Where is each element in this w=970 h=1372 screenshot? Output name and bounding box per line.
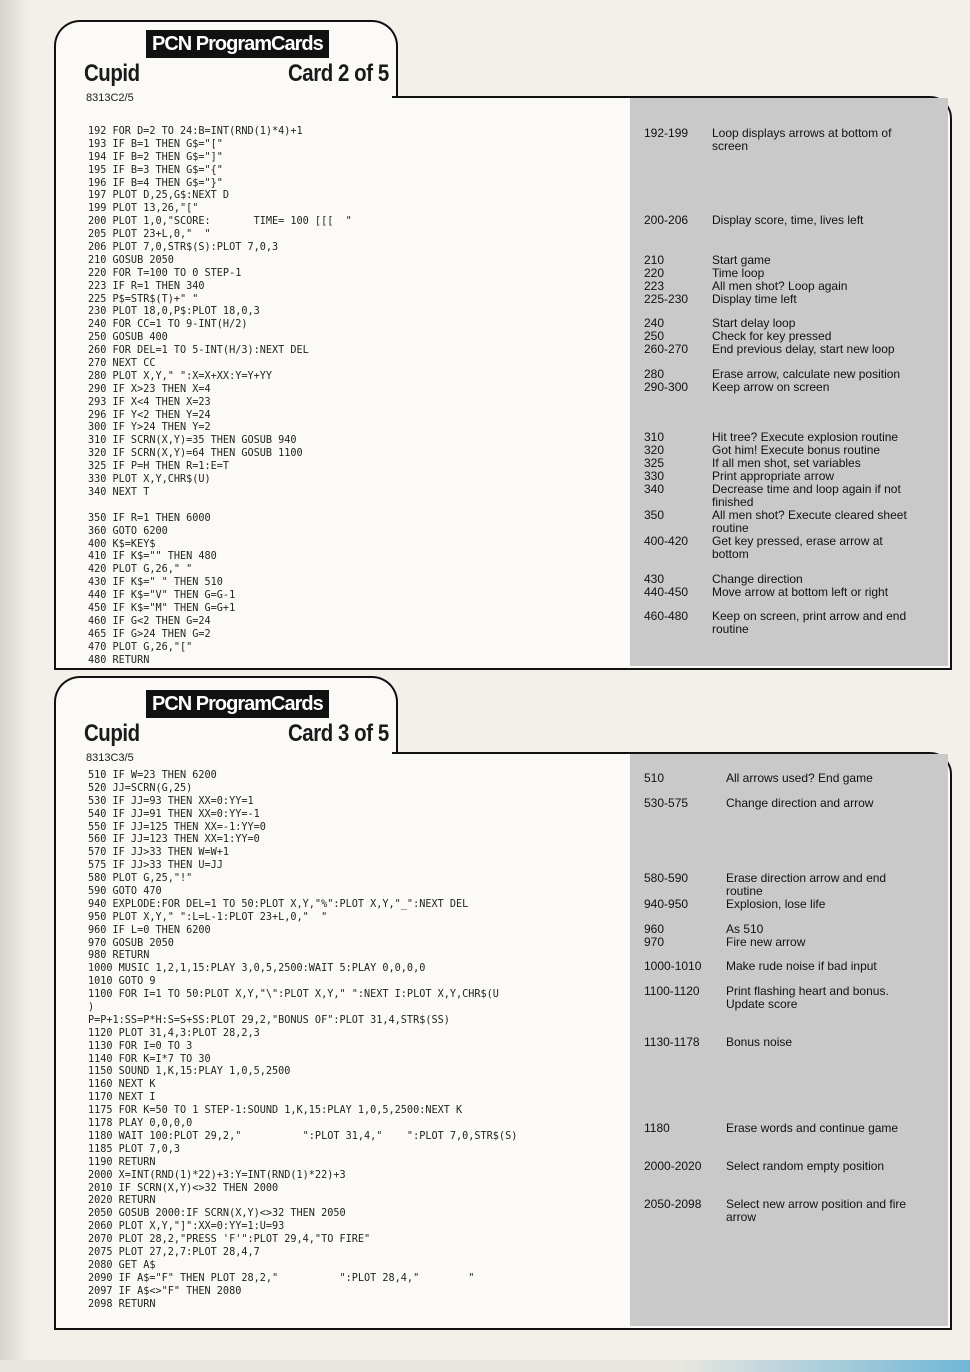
code-line: 440 IF K$="V" THEN G=G-1 [88,590,236,602]
program-card-2 [54,20,952,668]
note-description: Move arrow at bottom left or right [712,585,889,599]
code-line: 1178 PLAY 0,0,0,0 [88,1118,193,1130]
note-line-range: 210 [644,253,665,267]
code-line: 540 IF JJ=91 THEN XX=0:YY=-1 [88,808,260,820]
code-line: 520 JJ=SCRN(G,25) [88,782,193,794]
code-line: 580 PLOT G,25,"!" [88,873,193,885]
note-line-range: 220 [644,266,665,280]
pcn-logo: PCN ProgramCards [146,30,329,58]
code-line: 530 IF JJ=93 THEN XX=0:YY=1 [88,795,254,807]
note-description: Keep arrow on screen [712,380,830,394]
note-description: Make rude noise if bad input [726,959,877,973]
note-description: Erase direction arrow and end routine [726,871,887,898]
code-line: 2000 X=INT(RND(1)*22)+3:Y=INT(RND(1)*22)+3 [88,1169,346,1181]
note-line-range: 970 [644,935,665,949]
code-line: 2090 IF A$="F" THEN PLOT 28,2," ":PLOT 28,4," " [88,1272,475,1284]
code-line: 196 IF B=4 THEN G$="}" [88,177,223,189]
code-line: 210 GOSUB 2050 [88,254,174,266]
program-card-3 [54,676,952,1328]
code-line: 2075 PLOT 27,2,7:PLOT 28,4,7 [88,1246,260,1258]
code-line: ) [88,1002,95,1014]
note-line-range: 340 [644,482,665,496]
note-description: Start delay loop [712,316,796,330]
code-line: 293 IF X<4 THEN X=23 [88,396,211,408]
code-line: 1010 GOTO 9 [88,976,156,988]
code-line: 320 IF SCRN(X,Y)=64 THEN GOSUB 1100 [88,448,303,460]
code-listing [88,770,517,1311]
code-line: 220 FOR T=100 TO 0 STEP-1 [88,267,242,279]
note-line-range: 2000-2020 [644,1159,702,1173]
code-line: 2060 PLOT X,Y,"]":XX=0:YY=1:U=93 [88,1221,285,1233]
page-binding-shadow [0,0,30,1372]
code-line: 940 EXPLODE:FOR DEL=1 TO 50:PLOT X,Y,"%":PLOT X,Y,"_":NEXT DEL [88,898,469,910]
note-line-range: 223 [644,279,665,293]
note-line-range: 330 [644,469,665,483]
note-description: Check for key pressed [712,329,832,343]
code-line: 1000 MUSIC 1,2,1,15:PLAY 3,0,5,2500:WAIT 5:PLAY 0,0,0,0 [88,963,426,975]
note-line-range: 192-199 [644,126,689,140]
code-line: 340 NEXT T [88,486,150,498]
note-line-range: 320 [644,443,665,457]
code-line: 1120 PLOT 31,4,3:PLOT 28,2,3 [88,1027,260,1039]
code-line: 260 FOR DEL=1 TO 5-INT(H/3):NEXT DEL [88,345,309,357]
code-line: 2098 RETURN [88,1298,156,1310]
note-line-range: 1180 [644,1121,670,1135]
code-line: 250 GOSUB 400 [88,332,168,344]
code-line: P=P+1:SS=P*H:S=S+SS:PLOT 29,2,"BONUS OF":PLOT 31,4,STR$(SS) [88,1014,450,1026]
note-line-range: 2050-2098 [644,1197,702,1211]
code-line: 200 PLOT 1,0,"SCORE: TIME= 100 [[[ " [88,216,352,228]
code-line: 1160 NEXT K [88,1079,156,1091]
program-name: Cupid [84,720,140,747]
code-line: 1170 NEXT I [88,1092,156,1104]
card-number: Card 3 of 5 [288,720,389,747]
note-description: Select random empty position [726,1159,885,1173]
code-line: 2010 IF SCRN(X,Y)<>32 THEN 2000 [88,1182,279,1194]
code-line: 1190 RETURN [88,1156,156,1168]
code-line: 1175 FOR K=50 TO 1 STEP-1:SOUND 1,K,15:PLAY 1,0,5,2500:NEXT K [88,1105,463,1117]
code-line: 290 IF X>23 THEN X=4 [88,383,211,395]
pcn-logo: PCN ProgramCards [146,690,329,718]
code-line: 2080 GET A$ [88,1259,156,1271]
note-description: Start game [712,253,771,267]
note-line-range: 510 [644,771,665,785]
code-line: 223 IF R=1 THEN 340 [88,280,205,292]
note-description: Bonus noise [726,1035,793,1049]
note-description: All arrows used? End game [726,771,873,785]
note-description: Fire new arrow [726,935,806,949]
note-line-range: 960 [644,922,665,936]
note-description: All men shot? Execute cleared sheet routine [712,508,907,535]
note-line-range: 1100-1120 [644,984,700,998]
note-line-range: 200-206 [644,213,689,227]
note-line-range: 240 [644,316,665,330]
note-description: Hit tree? Execute explosion routine [712,430,899,444]
note-line-range: 350 [644,508,665,522]
note-description: Got him! Execute bonus routine [712,443,881,457]
code-line: 199 PLOT 13,26,"[" [88,203,199,215]
code-line: 950 PLOT X,Y," ":L=L-1:PLOT 23+L,0," " [88,911,328,923]
code-line: 197 PLOT D,25,G$:NEXT D [88,190,230,202]
note-description: Explosion, lose life [726,897,826,911]
code-line: 980 RETURN [88,950,150,962]
note-line-range: 260-270 [644,342,689,356]
code-line: 1100 FOR I=1 TO 50:PLOT X,Y,"\":PLOT X,Y," ":NEXT I:PLOT X,Y,CHR$(U [88,989,499,1001]
code-line: 420 PLOT G,26," " [88,564,193,576]
note-description: As 510 [726,922,764,936]
code-line: 560 IF JJ=123 THEN XX=1:YY=0 [88,834,260,846]
code-line: 465 IF G>24 THEN G=2 [88,628,211,640]
page-bottom-edge [0,1360,970,1372]
code-line: 2050 GOSUB 2000:IF SCRN(X,Y)<>32 THEN 2050 [88,1208,346,1220]
code-line: 2097 IF A$<>"F" THEN 2080 [88,1285,242,1297]
code-line: 2070 PLOT 28,2,"PRESS 'F'":PLOT 29,4,"TO FIRE" [88,1234,371,1246]
note-line-range: 310 [644,430,665,444]
note-description: Decrease time and loop again if not finished [712,482,901,509]
code-line: 300 IF Y>24 THEN Y=2 [88,422,211,434]
code-line: 270 NEXT CC [88,358,156,370]
code-line: 280 PLOT X,Y," ":X=X+XX:Y=Y+YY [88,370,273,382]
code-line: 2020 RETURN [88,1195,156,1207]
note-line-range: 400-420 [644,534,689,548]
note-line-range: 580-590 [644,871,689,885]
note-line-range: 250 [644,329,665,343]
code-line: 360 GOTO 6200 [88,525,168,537]
note-line-range: 940-950 [644,897,689,911]
code-line: 205 PLOT 23+L,0," " [88,229,211,241]
note-line-range: 325 [644,456,665,470]
code-line: 400 K$=KEY$ [88,538,156,550]
note-description: Display time left [712,292,797,306]
note-description: All men shot? Loop again [712,279,848,293]
code-line: 470 PLOT G,26,"[" [88,641,193,653]
note-line-range: 440-450 [644,585,689,599]
note-line-range: 530-575 [644,796,689,810]
code-line: 410 IF K$="" THEN 480 [88,551,217,563]
code-line: 575 IF JJ>33 THEN U=JJ [88,860,223,872]
note-description: Select new arrow position and fire arrow [726,1197,907,1224]
card-code: 8313C3/5 [86,752,134,764]
note-line-range: 460-480 [644,609,689,623]
code-line: 450 IF K$="M" THEN G=G+1 [88,602,236,614]
code-line: 960 IF L=0 THEN 6200 [88,924,211,936]
note-line-range: 290-300 [644,380,689,394]
code-line: 206 PLOT 7,0,STR$(S):PLOT 7,0,3 [88,242,279,254]
note-description: End previous delay, start new loop [712,342,895,356]
note-description: Change direction [712,572,803,586]
note-description: Keep on screen, print arrow and end routine [712,609,907,636]
code-line: 325 IF P=H THEN R=1:E=T [88,461,230,473]
card-number: Card 2 of 5 [288,60,389,87]
card-code: 8313C2/5 [86,92,134,104]
note-line-range: 280 [644,367,665,381]
note-line-range: 430 [644,572,665,586]
note-description: Erase words and continue game [726,1121,899,1135]
note-description: Time loop [712,266,765,280]
code-line: 230 PLOT 18,0,P$:PLOT 18,0,3 [88,306,260,318]
code-line: 970 GOSUB 2050 [88,937,174,949]
note-description: Change direction and arrow [726,796,874,810]
note-description: Erase arrow, calculate new position [712,367,901,381]
code-line: 192 FOR D=2 TO 24:B=INT(RND(1)*4)+1 [88,126,303,137]
code-line: 193 IF B=1 THEN G$="[" [88,138,223,150]
code-line: 430 IF K$=" " THEN 510 [88,577,223,589]
note-description: Get key pressed, erase arrow at bottom [712,534,883,561]
code-line: 510 IF W=23 THEN 6200 [88,770,217,781]
code-line: 480 RETURN [88,654,150,666]
code-line: 195 IF B=3 THEN G$="{" [88,164,223,176]
note-description: Display score, time, lives left [712,213,864,227]
code-listing [88,126,352,667]
code-line: 330 PLOT X,Y,CHR$(U) [88,474,211,486]
code-line [88,500,352,513]
code-line: 550 IF JJ=125 THEN XX=-1:YY=0 [88,821,266,833]
note-description: If all men shot, set variables [712,456,861,470]
note-description: Print appropriate arrow [712,469,835,483]
code-line: 1130 FOR I=0 TO 3 [88,1040,193,1052]
code-line: 570 IF JJ>33 THEN W=W+1 [88,847,230,859]
code-line: 590 GOTO 470 [88,886,162,898]
code-line: 350 IF R=1 THEN 6000 [88,512,211,524]
code-line: 1180 WAIT 100:PLOT 29,2," ":PLOT 31,4," ":PLOT 7,0,STR$(S) [88,1130,518,1142]
code-line: 296 IF Y<2 THEN Y=24 [88,409,211,421]
note-line-range: 225-230 [644,292,689,306]
code-line: 1140 FOR K=I*7 TO 30 [88,1053,211,1065]
code-line: 194 IF B=2 THEN G$="]" [88,151,223,163]
note-description: Loop displays arrows at bottom of screen [712,126,892,153]
note-description: Print flashing heart and bonus. Update score [726,984,889,1011]
code-line: 1185 PLOT 7,0,3 [88,1143,181,1155]
program-name: Cupid [84,60,140,87]
note-line-range: 1000-1010 [644,959,702,973]
code-line: 1150 SOUND 1,K,15:PLAY 1,0,5,2500 [88,1066,291,1078]
code-line: 310 IF SCRN(X,Y)=35 THEN GOSUB 940 [88,435,297,447]
code-line: 240 FOR CC=1 TO 9-INT(H/2) [88,319,248,331]
code-line: 460 IF G<2 THEN G=24 [88,615,211,627]
code-line: 225 P$=STR$(T)+" " [88,293,199,305]
note-line-range: 1130-1178 [644,1035,700,1049]
